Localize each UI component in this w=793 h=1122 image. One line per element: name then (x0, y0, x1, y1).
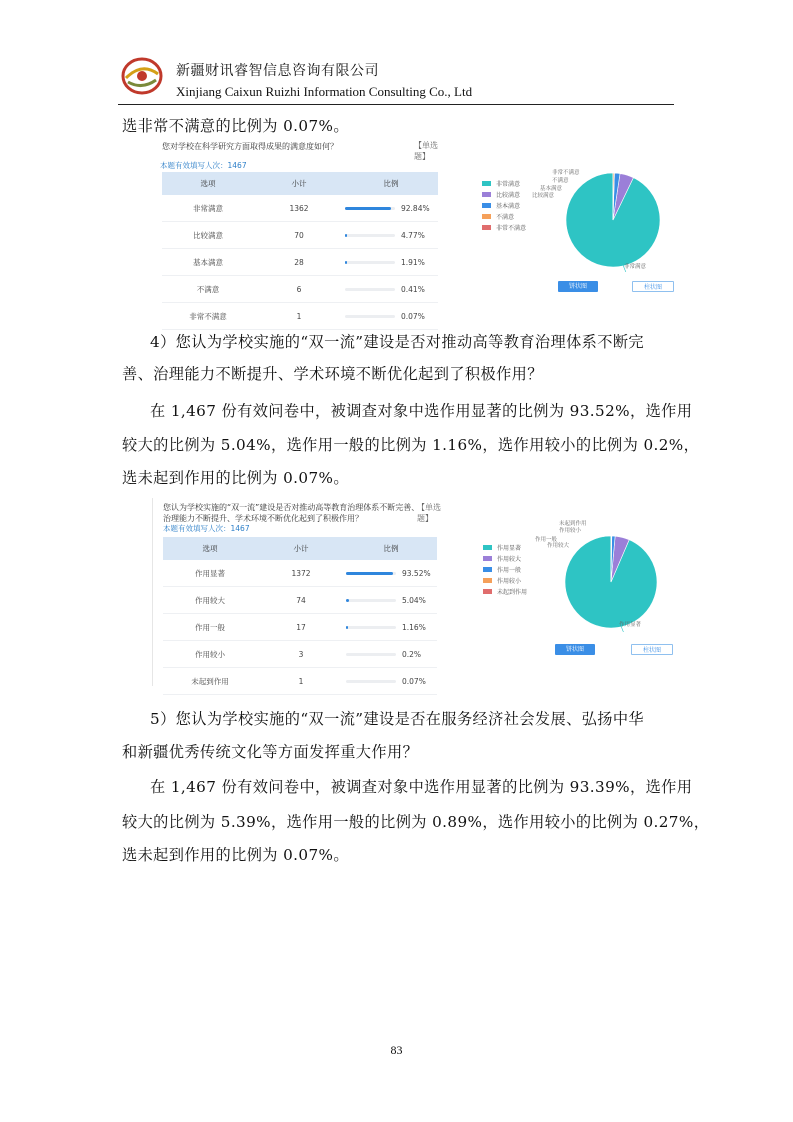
q5-result-line-3: 选未起到作用的比例为 0.07%。 (122, 846, 349, 864)
pie-label-4: 非常不满意 (552, 170, 580, 176)
ratio-bar (346, 599, 396, 602)
survey-panel-2 (152, 498, 699, 686)
option-ratio (345, 641, 437, 668)
option-label: 未起到作用 (163, 668, 257, 695)
company-logo (120, 56, 164, 96)
pie-label-1: 作用较大 (547, 543, 570, 549)
pie-label-1: 比较满意 (532, 193, 555, 199)
ratio-bar (345, 315, 395, 318)
pie-label-2: 作用一般 (535, 537, 558, 543)
option-label: 作用较小 (163, 641, 257, 668)
legend-item: 作用较小 (483, 575, 527, 586)
option-label: 作用显著 (163, 560, 257, 587)
pie-legend (483, 542, 527, 597)
pie-chart-button[interactable]: 饼状图 (558, 281, 598, 292)
ratio-bar-fill (346, 599, 349, 602)
ratio-bar-fill (345, 234, 347, 237)
pie-label-main: 作用显著 (619, 622, 642, 628)
legend-item: 不满意 (482, 211, 526, 222)
option-ratio (345, 668, 437, 695)
table-row (163, 668, 437, 695)
ratio-percent: 93.52% (402, 568, 431, 578)
pie-label-4: 未起到作用 (559, 521, 587, 527)
ratio-bar (345, 261, 395, 264)
ratio-bar (345, 288, 395, 291)
table-row (163, 641, 437, 668)
intro-line: 选非常不满意的比例为 0.07%。 (122, 117, 349, 135)
option-count: 17 (257, 614, 345, 641)
survey-panel-1 (158, 138, 698, 321)
legend-item: 作用一般 (483, 564, 527, 575)
table-row (162, 222, 438, 249)
pie-chart (528, 160, 678, 272)
ratio-percent: 1.91% (401, 257, 425, 267)
ratio-percent: 4.77% (401, 230, 425, 240)
q5-question-line-2: 和新疆优秀传统文化等方面发挥重大作用？ (122, 743, 419, 761)
option-count: 1 (257, 668, 345, 695)
ratio-percent: 92.84% (401, 203, 430, 213)
q5-result-line-2: 较大的比例为 5.39%，选作用一般的比例为 0.89%，选作用较小的比例为 0.27%， (122, 813, 710, 831)
ratio-bar-fill (345, 207, 391, 210)
col-ratio: 比例 (345, 537, 437, 560)
ratio-percent: 5.04% (402, 595, 426, 605)
ratio-percent: 1.16% (402, 622, 426, 632)
option-ratio (345, 587, 437, 614)
ratio-bar-fill (346, 626, 348, 629)
option-ratio (345, 560, 437, 587)
ratio-bar-fill (345, 261, 347, 264)
legend-item: 未起到作用 (483, 586, 527, 597)
table-row (163, 587, 437, 614)
question-type-tag: 【单选 题】 (414, 141, 438, 161)
response-count: 本题有效填写人次：1467 (160, 161, 247, 170)
q4-question-line-2: 善、治理能力不断提升、学术环境不断优化起到了积极作用？ (122, 365, 543, 383)
pie-chart (529, 520, 679, 632)
ratio-percent: 0.07% (401, 311, 425, 321)
bar-chart-button[interactable]: 柱状图 (632, 281, 674, 292)
col-count: 小计 (254, 172, 344, 195)
q4-result-line-1: 在 1,467 份有效问卷中，被调查对象中选作用显著的比例为 93.52%，选作用 (150, 402, 693, 420)
ratio-bar (345, 207, 395, 210)
question-type-tag: 【单选 题】 (417, 503, 441, 523)
company-name-en: Xinjiang Caixun Ruizhi Information Consulting Co., Ltd (176, 84, 473, 99)
page-number: 83 (390, 1043, 403, 1057)
option-label: 比较满意 (162, 222, 254, 249)
pie-label-main: 非常满意 (624, 264, 647, 270)
ratio-bar (346, 680, 396, 683)
header-divider (118, 104, 674, 105)
survey-question-title: 您认为学校实施的“双一流”建设是否对推动高等教育治理体系不断完善、 治理能力不断提升、学术环境不断优化起到了积极作用？ (163, 503, 420, 523)
ratio-bar (345, 234, 395, 237)
option-label: 作用一般 (163, 614, 257, 641)
table-row (163, 560, 437, 587)
option-ratio (345, 614, 437, 641)
col-ratio: 比例 (344, 172, 438, 195)
legend-item: 非常满意 (482, 178, 526, 189)
option-count: 6 (254, 276, 344, 303)
option-ratio (344, 222, 438, 249)
option-count: 1 (254, 303, 344, 330)
survey-question-title: 您对学校在科学研究方面取得成果的满意度如何？ (162, 142, 338, 151)
option-count: 1362 (254, 195, 344, 222)
table-row (162, 249, 438, 276)
q4-result-line-2: 较大的比例为 5.04%，选作用一般的比例为 1.16%，选作用较小的比例为 0.2%， (122, 436, 700, 454)
option-label: 非常满意 (162, 195, 254, 222)
legend-item: 作用较大 (483, 553, 527, 564)
option-ratio (344, 276, 438, 303)
option-count: 74 (257, 587, 345, 614)
legend-item: 比较满意 (482, 189, 526, 200)
col-option: 选项 (162, 172, 254, 195)
stats-table (163, 537, 437, 695)
option-ratio (344, 195, 438, 222)
table-row (162, 195, 438, 222)
option-label: 不满意 (162, 276, 254, 303)
option-count: 1372 (257, 560, 345, 587)
legend-item: 作用显著 (483, 542, 527, 553)
pie-label-3: 不满意 (552, 178, 569, 184)
col-option: 选项 (163, 537, 257, 560)
bar-chart-button[interactable]: 柱状图 (631, 644, 673, 655)
q5-result-line-1: 在 1,467 份有效问卷中，被调查对象中选作用显著的比例为 93.39%，选作用 (150, 778, 693, 796)
ratio-bar-fill (346, 572, 393, 575)
ratio-percent: 0.07% (402, 676, 426, 686)
q4-question-line-1: 4）您认为学校实施的“双一流”建设是否对推动高等教育治理体系不断完 (150, 333, 645, 351)
col-count: 小计 (257, 537, 345, 560)
ratio-percent: 0.2% (402, 649, 422, 659)
ratio-percent: 0.41% (401, 284, 425, 294)
stats-table (162, 172, 438, 330)
option-count: 28 (254, 249, 344, 276)
pie-label-2: 基本满意 (540, 186, 563, 192)
pie-chart-button[interactable]: 饼状图 (555, 644, 595, 655)
company-name-cn: 新疆财讯睿智信息咨询有限公司 (176, 63, 379, 79)
option-label: 基本满意 (162, 249, 254, 276)
option-ratio (344, 249, 438, 276)
legend-item: 非常不满意 (482, 222, 526, 233)
ratio-bar (346, 653, 396, 656)
option-count: 3 (257, 641, 345, 668)
pie-label-3: 作用较小 (559, 528, 582, 534)
legend-item: 基本满意 (482, 200, 526, 211)
ratio-bar (346, 572, 396, 575)
q5-question-line-1: 5）您认为学校实施的“双一流”建设是否在服务经济社会发展、弘扬中华 (150, 710, 645, 728)
option-label: 非常不满意 (162, 303, 254, 330)
q4-result-line-3: 选未起到作用的比例为 0.07%。 (122, 469, 349, 487)
table-row (163, 614, 437, 641)
response-count: 本题有效填写人次：1467 (163, 524, 250, 533)
ratio-bar (346, 626, 396, 629)
option-count: 70 (254, 222, 344, 249)
option-label: 作用较大 (163, 587, 257, 614)
pie-legend (482, 178, 526, 233)
table-row (162, 276, 438, 303)
